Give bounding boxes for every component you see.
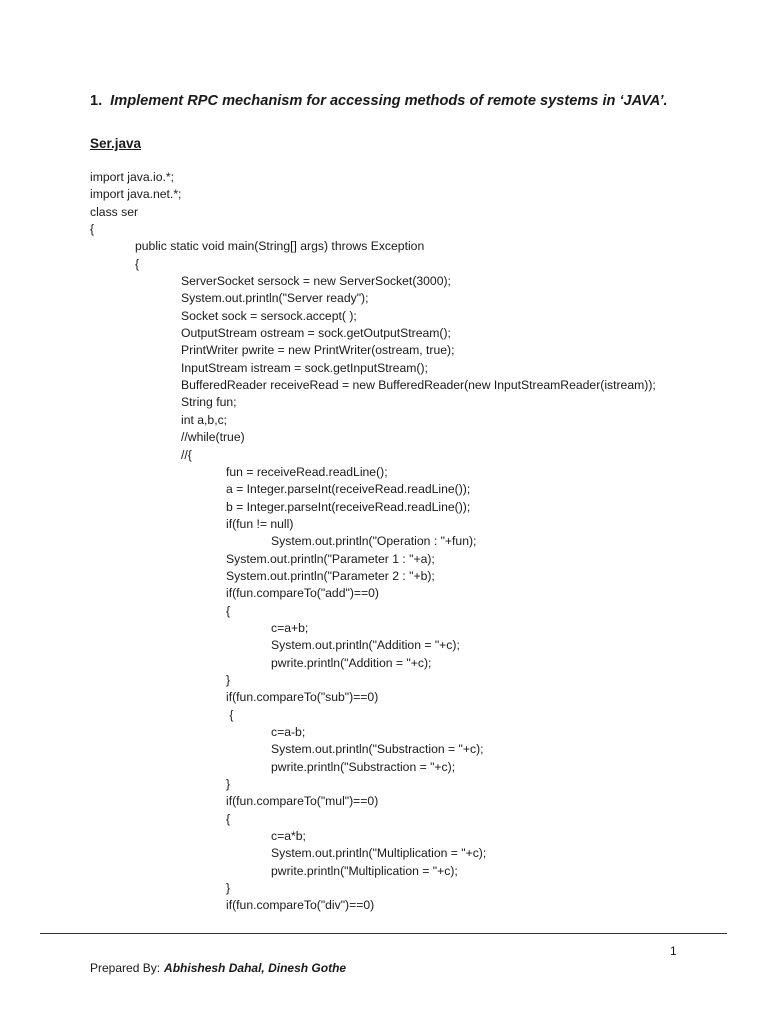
code-line: Socket sock = sersock.accept( ); <box>181 308 357 323</box>
code-line: c=a+b; <box>271 620 309 635</box>
code-line: { <box>135 256 140 271</box>
code-line: System.out.println("Server ready"); <box>181 291 369 306</box>
question-title: Implement RPC mechanism for accessing methods of remote systems in ‘JAVA’. <box>110 93 668 109</box>
code-line: { <box>226 707 234 722</box>
code-line: InputStream istream = sock.getInputStream(); <box>181 360 428 375</box>
question-number: 1. <box>90 93 103 109</box>
code-line: { <box>226 811 231 826</box>
code-line: public static void main(String[] args) throws Exception <box>135 239 425 254</box>
code-line: System.out.println("Addition = "+c); <box>271 638 460 653</box>
code-line: } <box>226 777 231 792</box>
page-number: 1 <box>670 944 677 958</box>
code-line: System.out.println("Substraction = "+c); <box>271 742 484 757</box>
code-line: } <box>226 672 231 687</box>
code-line: pwrite.println("Addition = "+c); <box>271 655 432 670</box>
code-line: ServerSocket sersock = new ServerSocket(3000); <box>181 274 451 289</box>
code-line: import java.net.*; <box>90 187 182 202</box>
code-line: a = Integer.parseInt(receiveRead.readLine()); <box>226 482 471 497</box>
code-line: PrintWriter pwrite = new PrintWriter(ostream, true); <box>181 343 455 358</box>
code-line: import java.io.*; <box>90 170 174 184</box>
code-line: c=a-b; <box>271 725 306 739</box>
footer-divider <box>40 933 727 934</box>
code-line: //{ <box>181 447 192 462</box>
code-block <box>0 169 768 915</box>
code-line: fun = receiveRead.readLine(); <box>226 464 388 479</box>
question-heading <box>90 93 668 109</box>
code-line: pwrite.println("Multiplication = "+c); <box>271 863 458 878</box>
file-title: Ser.java <box>90 136 142 151</box>
code-line: OutputStream ostream = sock.getOutputStream(); <box>181 326 451 341</box>
code-line: c=a*b; <box>271 829 306 844</box>
code-line: { <box>226 603 231 618</box>
code-line: System.out.println("Operation : "+fun); <box>271 534 477 549</box>
code-line: if(fun.compareTo("div")==0) <box>226 898 375 913</box>
code-line: System.out.println("Multiplication = "+c); <box>271 846 487 861</box>
code-line: int a,b,c; <box>181 412 228 427</box>
code-line: System.out.println("Parameter 2 : "+b); <box>226 568 435 583</box>
code-line: BufferedReader receiveRead = new BufferedReader(new InputStreamReader(istream)); <box>181 378 656 393</box>
code-line: System.out.println("Parameter 1 : "+a); <box>226 551 435 566</box>
code-line: b = Integer.parseInt(receiveRead.readLine()); <box>226 499 471 514</box>
authors: Abhishesh Dahal, Dinesh Gothe <box>164 961 347 975</box>
code-line: } <box>226 881 231 896</box>
code-line: if(fun.compareTo("mul")==0) <box>226 794 379 809</box>
code-line: String fun; <box>181 395 237 410</box>
code-line: //while(true) <box>181 430 245 445</box>
code-line: if(fun != null) <box>226 516 294 531</box>
code-line: { <box>90 222 95 237</box>
code-line: if(fun.compareTo("sub")==0) <box>226 690 379 705</box>
prepared-by-label: Prepared By: <box>90 961 161 975</box>
prepared-by <box>90 961 346 975</box>
code-line: if(fun.compareTo("add")==0) <box>226 586 379 601</box>
code-line: class ser <box>90 204 139 219</box>
code-line: pwrite.println("Substraction = "+c); <box>271 759 456 774</box>
